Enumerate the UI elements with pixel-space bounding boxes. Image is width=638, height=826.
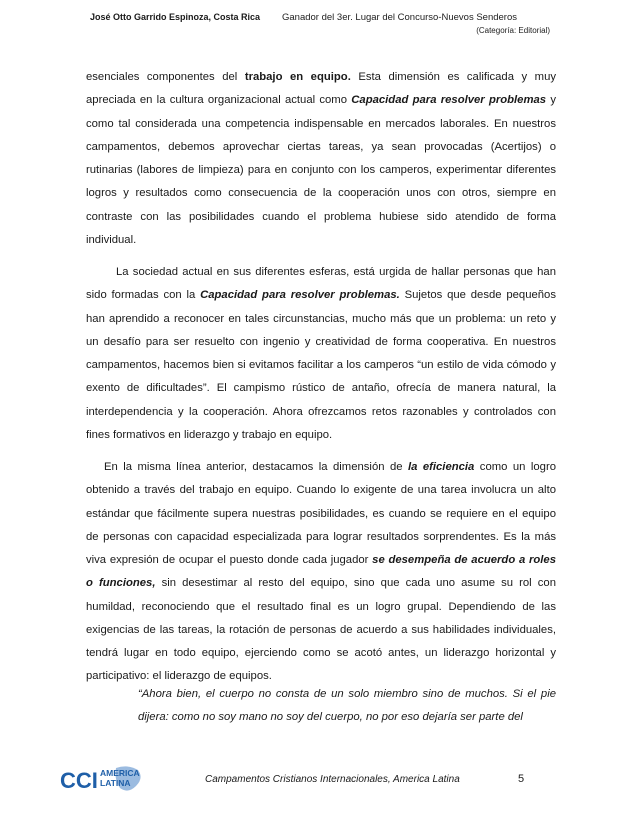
page-header (90, 6, 550, 46)
p2-text-2: Sujetos que desde pequeños han aprendido a reconocer en tales circunstancias, mucho más que un problema: un reto y un desafío para ser resuelto con ingenio y creatividad de forma cooperativa. En nuestros campamentos, hacemos bien si evitamos facilitar a los camperos “un estilo de vida cómodo y exento de dificultades”. El campismo rústico de antaño, ofrecía de manera natural, la interdependencia y la cooperación. Ahora ofrezcamos retos razonables y controlados con fines formativos en liderazgo y trabajo en equipo. (86, 289, 556, 441)
p3-text-2: como un logro obtenido a través del trabajo en equipo. Cuando lo exigente de una tarea involucra un alto estándar que fácilmente supera nuestras posibilidades, es cuando se requiere en el equipo de personas con capacidad especializada para lograr resultados sorprendentes. Es la más viva expresión de ocupar el puesto donde cada jugador (86, 461, 556, 566)
p1-text-3: y como tal considerada una competencia indispensable en mercados laborales. En nuestros campamentos, debemos aprovechar ciertas tareas, ya sean provocadas (Acertijos) o rutinarias (labores de limpieza) para en conjunto con los camperos, experimentar diferentes logros y resultados como consecuencia de la cooperación unos con otros, siempre en contraste con las posibilidades cuando el problema hubiese sido atendido de forma individual. (86, 94, 556, 246)
p3-bold-italic-1: la eficiencia (407, 461, 475, 473)
cci-logo (58, 764, 146, 794)
award-line: Ganador del 3er. Lugar del Concurso-Nuevos Senderos (282, 12, 518, 23)
logo-mark: CCI (60, 768, 98, 793)
p1-text-2: Esta dimensión es calificada y muy apreciada en la cultura organizacional actual como (86, 71, 556, 107)
p1-bold-1: trabajo en equipo. (244, 71, 351, 83)
footer-text: Campamentos Cristianos Internacionales, America Latina (205, 774, 460, 785)
p3-bold-italic-2: se desempeña de acuerdo a roles o funciones, (86, 554, 556, 590)
p3-text-1: En la misma línea anterior, destacamos la dimensión de (104, 461, 408, 473)
p3-text-3: sin desestimar al resto del equipo, sino que cada uno asume su rol con humildad, reconociendo que el resultado final es un logro grupal. Dependiendo de las exigencias de las tareas, la rotación de personas de acuerdo a sus habilidades individuales, tendrá lugar en todo equipo, ejerciendo como se acotó antes, un liderazgo horizontal y participativo: el liderazgo de equipos. (86, 577, 556, 683)
page-footer (0, 762, 638, 802)
page-number: 5 (518, 773, 525, 785)
logo-text-2: LATINA (100, 778, 131, 788)
bible-quote: “Ahora bien, el cuerpo no consta de un solo miembro sino de muchos. Si el pie dijera: como no soy mano no soy del cuerpo, no por eso dejaría ser parte del (138, 688, 556, 724)
author-line: José Otto Garrido Espinoza, Costa Rica (90, 12, 261, 22)
p1-text-1: esenciales componentes del (86, 71, 245, 83)
body-text (86, 66, 556, 698)
paragraph-2 (86, 261, 556, 447)
logo-text-1: AMERICA (100, 768, 140, 778)
paragraph-1 (86, 66, 556, 252)
p2-text-1: La sociedad actual en sus diferentes esferas, está urgida de hallar personas que han sido formadas con la (86, 266, 556, 302)
paragraph-3 (86, 456, 556, 689)
award-category: (Categoría: Editorial) (476, 26, 550, 35)
p1-bold-italic-1: Capacidad para resolver problemas (351, 94, 547, 107)
p2-bold-italic-1: Capacidad para resolver problemas. (200, 289, 400, 302)
